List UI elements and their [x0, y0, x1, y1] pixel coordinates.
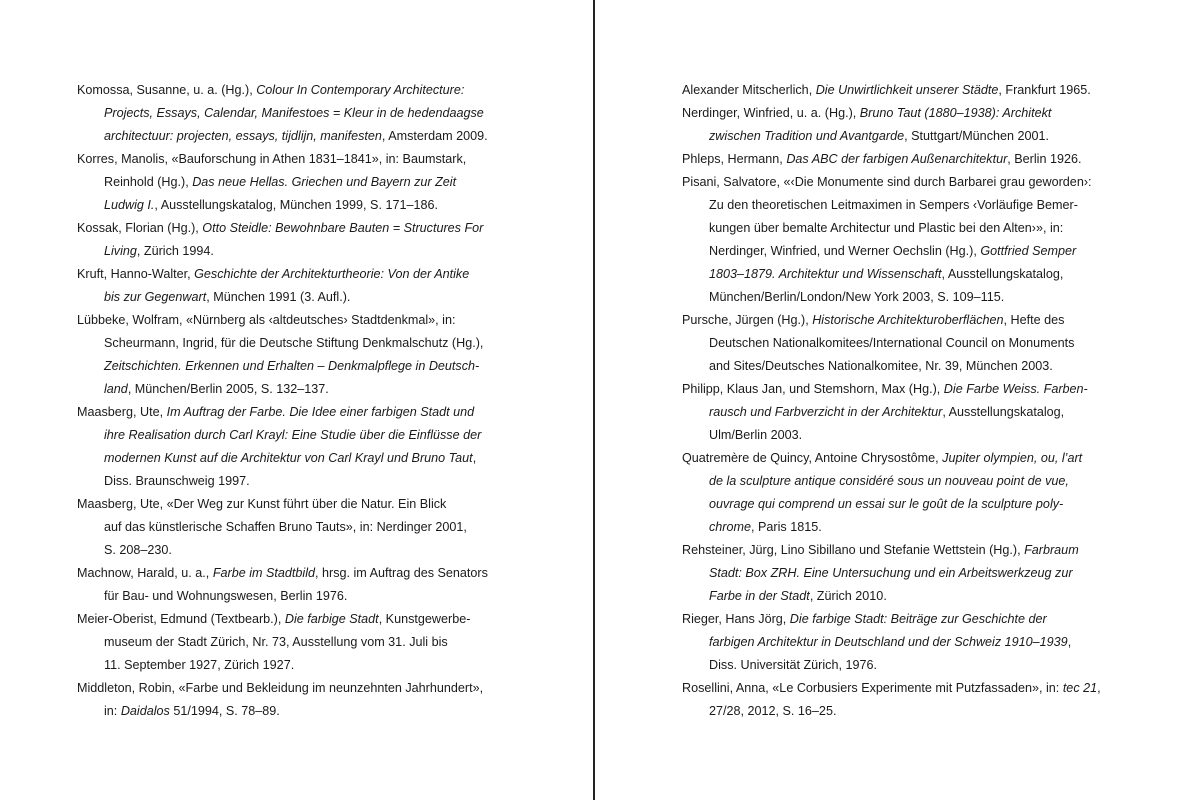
entry-line	[682, 378, 1122, 401]
entry-line	[77, 493, 517, 516]
right-page	[682, 79, 1122, 723]
entry-text: , Ausstellungskatalog,	[941, 267, 1064, 281]
entry-line	[77, 401, 517, 424]
bibliography-entry	[77, 401, 517, 493]
entry-text: Rehsteiner, Jürg, Lino Sibillano und Stefanie Wettstein (Hg.),	[682, 543, 1025, 557]
entry-line	[682, 263, 1122, 286]
entry-text: , Stuttgart/München 2001.	[904, 129, 1050, 143]
entry-line	[682, 585, 1122, 608]
bibliography-entry	[682, 447, 1122, 539]
bibliography-entry	[77, 263, 517, 309]
entry-line	[77, 79, 517, 102]
entry-line	[682, 309, 1122, 332]
bibliography-entry	[682, 677, 1122, 723]
entry-text: Rosellini, Anna, «Le Corbusiers Experimente mit Putzfassaden», in:	[682, 681, 1063, 695]
italic-text: Daidalos	[120, 704, 170, 718]
entry-text: Kossak, Florian (Hg.),	[77, 221, 203, 235]
bibliography-entry	[682, 378, 1122, 447]
entry-text: Quatremère de Quincy, Antoine Chrysostôme,	[682, 451, 943, 465]
entry-line	[682, 332, 1122, 355]
bibliography-entry	[77, 493, 517, 562]
italic-text: Otto Steidle: Bewohnbare Bauten = Structures For	[202, 221, 484, 235]
entry-text: , Zürich 1994.	[136, 244, 214, 258]
italic-text: Zeitschichten. Erkennen und Erhalten – Denkmalpflege in Deutsch-	[104, 359, 480, 373]
italic-text: Historische Architekturoberflächen	[812, 313, 1004, 327]
italic-text: 1803–1879. Architektur und Wissenschaft	[709, 267, 942, 281]
entry-text: , Berlin 1926.	[1007, 152, 1082, 166]
italic-text: Ludwig I.	[104, 198, 155, 212]
italic-text: Farbraum	[1024, 543, 1079, 557]
page-gutter	[593, 0, 595, 800]
italic-text: Die farbige Stadt	[284, 612, 379, 626]
entry-line	[682, 631, 1122, 654]
entry-text: ,	[472, 451, 477, 465]
entry-text: Machnow, Harald, u. a.,	[77, 566, 213, 580]
entry-text: , Ausstellungskatalog, München 1999, S. 171–186.	[154, 198, 438, 212]
bibliography-entry	[682, 148, 1122, 171]
italic-text: zwischen Tradition und Avantgarde	[709, 129, 905, 143]
bibliography-entry	[77, 79, 517, 148]
entry-line	[77, 286, 517, 309]
entry-line	[77, 700, 517, 723]
entry-text: ,	[1097, 681, 1101, 695]
entry-text: Pisani, Salvatore, «‹Die Monumente sind durch Barbarei grau geworden›:	[682, 175, 1092, 189]
entry-line	[77, 355, 517, 378]
entry-line	[77, 585, 517, 608]
entry-text: , Frankfurt 1965.	[998, 83, 1091, 97]
entry-line	[77, 562, 517, 585]
entry-line	[77, 378, 517, 401]
italic-text: Gottfried Semper	[980, 244, 1077, 258]
entry-text: in:	[104, 704, 121, 718]
italic-text: rausch und Farbverzicht in der Architektur	[709, 405, 943, 419]
italic-text: ouvrage qui comprend un essai sur le goût de la sculpture poly-	[709, 497, 1064, 511]
bibliography-entry	[682, 79, 1122, 102]
entry-line	[682, 700, 1122, 723]
entry-line	[77, 631, 517, 654]
entry-line	[682, 447, 1122, 470]
entry-line	[682, 148, 1122, 171]
entry-line	[682, 194, 1122, 217]
entry-text: 51/1994, S. 78–89.	[169, 704, 280, 718]
entry-text: Korres, Manolis, «Bauforschung in Athen 1831–1841», in: Baumstark,	[77, 152, 467, 166]
italic-text: Im Auftrag der Farbe. Die Idee einer farbigen Stadt und	[166, 405, 475, 419]
entry-text: Pursche, Jürgen (Hg.),	[682, 313, 813, 327]
entry-line	[77, 125, 517, 148]
entry-line	[77, 240, 517, 263]
entry-text: Alexander Mitscherlich,	[682, 83, 816, 97]
bibliography-entry	[682, 102, 1122, 148]
entry-line	[682, 171, 1122, 194]
entry-text: für Bau- und Wohnungswesen, Berlin 1976.	[104, 589, 348, 603]
bibliography-entry	[77, 217, 517, 263]
entry-line	[682, 79, 1122, 102]
entry-text: Komossa, Susanne, u. a. (Hg.),	[77, 83, 257, 97]
entry-line	[77, 217, 517, 240]
entry-text: Reinhold (Hg.),	[104, 175, 193, 189]
entry-text: Philipp, Klaus Jan, und Stemshorn, Max (Hg.),	[682, 382, 944, 396]
entry-line	[77, 148, 517, 171]
entry-line	[77, 424, 517, 447]
entry-line	[682, 493, 1122, 516]
entry-line	[77, 539, 517, 562]
italic-text: modernen Kunst auf die Architektur von Carl Krayl und Bruno Taut	[104, 451, 473, 465]
entry-text: Diss. Universität Zürich, 1976.	[709, 658, 877, 672]
entry-text: auf das künstlerische Schaffen Bruno Tauts», in: Nerdinger 2001,	[104, 520, 467, 534]
entry-line	[682, 562, 1122, 585]
entry-line	[682, 102, 1122, 125]
entry-text: 11. September 1927, Zürich 1927.	[104, 658, 295, 672]
entry-text: kungen über bemalte Architectur und Plastic bei den Alten›», in:	[709, 221, 1064, 235]
entry-text: Kruft, Hanno-Walter,	[77, 267, 195, 281]
italic-text: tec 21	[1062, 681, 1098, 695]
italic-text: bis zur Gegenwart	[104, 290, 207, 304]
italic-text: land	[104, 382, 128, 396]
entry-line	[682, 217, 1122, 240]
entry-text: Meier-Oberist, Edmund (Textbearb.),	[77, 612, 285, 626]
entry-text: , Kunstgewerbe-	[378, 612, 471, 626]
entry-text: Lübbeke, Wolfram, «Nürnberg als ‹altdeutsches› Stadtdenkmal», in:	[77, 313, 456, 327]
entry-line	[77, 309, 517, 332]
entry-text: , hrsg. im Auftrag des Senators	[315, 566, 488, 580]
entry-line	[682, 286, 1122, 309]
entry-line	[682, 539, 1122, 562]
italic-text: Bruno Taut (1880–1938): Architekt	[859, 106, 1052, 120]
italic-text: Farbe im Stadtbild	[212, 566, 316, 580]
entry-text: , München 1991 (3. Aufl.).	[206, 290, 351, 304]
bibliography-entry	[77, 562, 517, 608]
entry-line	[77, 102, 517, 125]
entry-line	[682, 240, 1122, 263]
entry-line	[77, 516, 517, 539]
bibliography-entry	[77, 148, 517, 217]
bibliography-entry	[682, 309, 1122, 378]
bibliography-entry	[682, 608, 1122, 677]
entry-text: , München/Berlin 2005, S. 132–137.	[127, 382, 329, 396]
entry-line	[77, 608, 517, 631]
bibliography-entry	[77, 608, 517, 677]
entry-text: Ulm/Berlin 2003.	[709, 428, 803, 442]
entry-line	[682, 654, 1122, 677]
entry-text: Phleps, Hermann,	[682, 152, 787, 166]
entry-text: Scheurmann, Ingrid, für die Deutsche Stiftung Denkmalschutz (Hg.),	[104, 336, 484, 350]
entry-line	[682, 470, 1122, 493]
italic-text: Jupiter olympien, ou, l’art	[942, 451, 1083, 465]
italic-text: Die Farbe Weiss. Farben-	[943, 382, 1088, 396]
italic-text: Farbe in der Stadt	[709, 589, 810, 603]
bibliography-entry	[77, 309, 517, 401]
entry-text: Maasberg, Ute, «Der Weg zur Kunst führt über die Natur. Ein Blick	[77, 497, 447, 511]
entry-line	[682, 608, 1122, 631]
entry-text: , Ausstellungskatalog,	[942, 405, 1065, 419]
italic-text: chrome	[709, 520, 751, 534]
italic-text: Das ABC der farbigen Außenarchitektur	[786, 152, 1008, 166]
entry-text: Rieger, Hans Jörg,	[682, 612, 790, 626]
italic-text: Projects, Essays, Calendar, Manifestoes = Kleur in de hedendaagse	[104, 106, 484, 120]
entry-text: , Amsterdam 2009.	[381, 129, 488, 143]
entry-line	[77, 447, 517, 470]
entry-text: , Paris 1815.	[751, 520, 822, 534]
bibliography-entry	[77, 677, 517, 723]
italic-text: ihre Realisation durch Carl Krayl: Eine Studie über die Einflüsse der	[104, 428, 482, 442]
entry-line	[77, 654, 517, 677]
italic-text: architectuur: projecten, essays, tijdlijn, manifesten	[104, 129, 382, 143]
entry-text: Middleton, Robin, «Farbe und Bekleidung im neunzehnten Jahrhundert»,	[77, 681, 484, 695]
entry-text: Zu den theoretischen Leitmaximen in Sempers ‹Vorläufige Bemer-	[709, 198, 1078, 212]
entry-text: S. 208–230.	[104, 543, 172, 557]
bibliography-entry	[682, 539, 1122, 608]
entry-text: , Zürich 2010.	[809, 589, 887, 603]
italic-text: Geschichte der Architekturtheorie: Von der Antike	[194, 267, 470, 281]
entry-text: 27/28, 2012, S. 16–25.	[709, 704, 837, 718]
entry-line	[682, 677, 1122, 700]
italic-text: Die farbige Stadt: Beiträge zur Geschichte der	[789, 612, 1047, 626]
entry-line	[77, 263, 517, 286]
entry-line	[682, 516, 1122, 539]
entry-line	[682, 401, 1122, 424]
entry-text: Deutschen Nationalkomitees/International Council on Monuments	[709, 336, 1075, 350]
italic-text: Das neue Hellas. Griechen und Bayern zur Zeit	[192, 175, 457, 189]
entry-line	[77, 470, 517, 493]
entry-text: Nerdinger, Winfried, u. a. (Hg.),	[682, 106, 860, 120]
left-page	[77, 79, 517, 723]
italic-text: Stadt: Box ZRH. Eine Untersuchung und ein Arbeitswerkzeug zur	[709, 566, 1073, 580]
entry-text: Maasberg, Ute,	[77, 405, 167, 419]
entry-line	[682, 424, 1122, 447]
entry-line	[77, 194, 517, 217]
bibliography-entry	[682, 171, 1122, 309]
entry-line	[682, 125, 1122, 148]
entry-text: Nerdinger, Winfried, und Werner Oechslin (Hg.),	[709, 244, 981, 258]
entry-text: Diss. Braunschweig 1997.	[104, 474, 250, 488]
italic-text: Living	[104, 244, 137, 258]
entry-line	[77, 171, 517, 194]
entry-line	[77, 677, 517, 700]
entry-text: ,	[1067, 635, 1072, 649]
italic-text: Colour In Contemporary Architecture:	[256, 83, 465, 97]
entry-line	[682, 355, 1122, 378]
entry-text: museum der Stadt Zürich, Nr. 73, Ausstellung vom 31. Juli bis	[104, 635, 448, 649]
entry-text: München/Berlin/London/New York 2003, S. 109–115.	[709, 290, 1005, 304]
italic-text: farbigen Architektur in Deutschland und der Schweiz 1910–1939	[709, 635, 1068, 649]
entry-line	[77, 332, 517, 355]
entry-text: and Sites/Deutsches Nationalkomitee, Nr. 39, München 2003.	[709, 359, 1053, 373]
italic-text: Die Unwirtlichkeit unserer Städte	[815, 83, 999, 97]
italic-text: de la sculpture antique considéré sous un nouveau point de vue,	[709, 474, 1069, 488]
entry-text: , Hefte des	[1003, 313, 1065, 327]
